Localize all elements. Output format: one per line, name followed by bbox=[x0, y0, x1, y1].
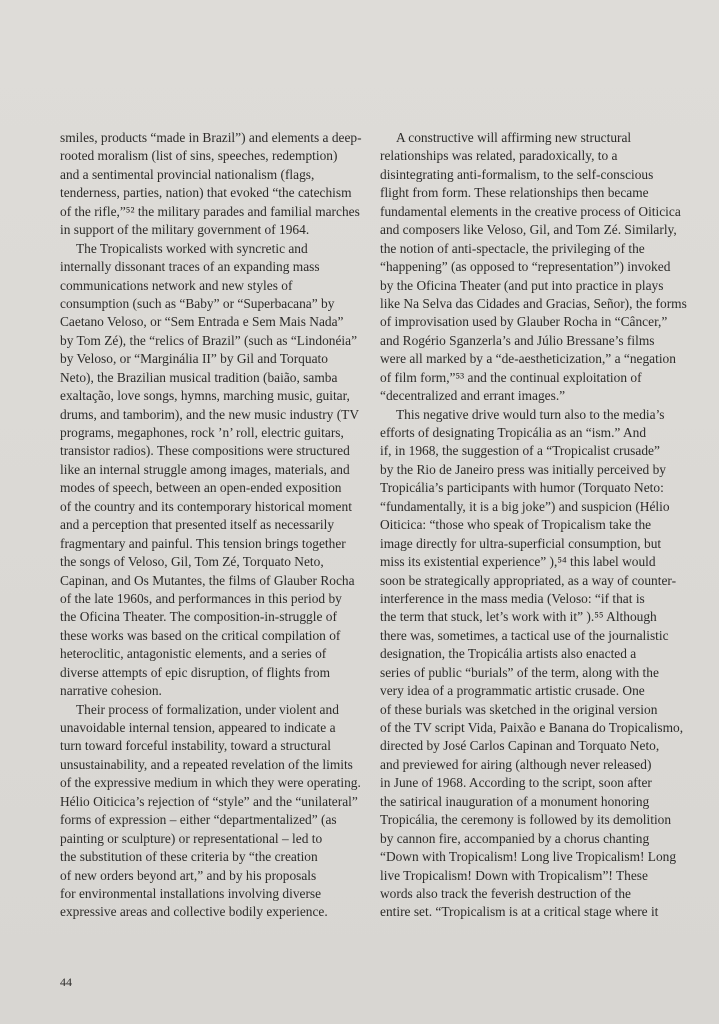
text-line: like an internal struggle among images, materials, and bbox=[60, 461, 350, 477]
text-line: and Rogério Sganzerla’s and Júlio Bressane’s films bbox=[380, 332, 655, 348]
text-line: and composers like Veloso, Gil, and Tom Zé. Similarly, bbox=[380, 222, 677, 238]
text-line: relationships was related, paradoxically, to a bbox=[380, 148, 618, 164]
text-line: Caetano Veloso, or “Sem Entrada e Sem Mais Nada” bbox=[60, 314, 344, 330]
text-line: drums, and tamborim), and the new music industry (TV bbox=[60, 406, 360, 422]
text-line: and previewed for airing (although never released) bbox=[380, 756, 652, 772]
text-line: there was, sometimes, a tactical use of the journalistic bbox=[380, 627, 669, 643]
text-line: This negative drive would turn also to the media’s bbox=[396, 406, 665, 422]
text-line: efforts of designating Tropicália as an “ism.” And bbox=[380, 425, 647, 440]
text-line: very idea of a programmatic artistic crusade. One bbox=[380, 683, 645, 699]
text-line: turn toward forceful instability, toward a structural bbox=[60, 738, 331, 754]
text-line: programs, megaphones, rock ’n’ roll, electric guitars, bbox=[60, 425, 344, 440]
text-line: A constructive will affirming new structural bbox=[396, 130, 632, 145]
text-line: communications network and new styles of bbox=[60, 277, 293, 293]
text-line: of new orders beyond art,” and by his proposals bbox=[60, 867, 317, 883]
text-line: rooted moralism (list of sins, speeches, redemption) bbox=[60, 148, 338, 164]
text-line: heteroclitic, antagonistic elements, and a series of bbox=[60, 646, 327, 662]
text-line: the substitution of these criteria by “the creation bbox=[60, 849, 318, 865]
text-line: the songs of Veloso, Gil, Tom Zé, Torquato Neto, bbox=[60, 554, 324, 570]
text-line: image directly for ultra-superficial consumption, but bbox=[380, 535, 662, 551]
text-line: disintegrating anti-formalism, to the self-conscious bbox=[380, 166, 654, 182]
text-line: by the Oficina Theater (and put into practice in plays bbox=[380, 277, 664, 293]
text-line: by cannon fire, accompanied by a chorus chanting bbox=[380, 830, 650, 846]
text-line: Oiticica: “those who speak of Tropicalism take the bbox=[380, 517, 652, 533]
text-line: modes of speech, between an open-ended exposition bbox=[60, 480, 342, 496]
text-line: designation, the Tropicália artists also enacted a bbox=[380, 646, 637, 662]
text-line: in June of 1968. According to the script, soon after bbox=[380, 775, 652, 791]
text-line: flight from form. These relationships then became bbox=[380, 185, 649, 201]
text-line: painting or sculpture) or representational – led to bbox=[60, 830, 323, 846]
text-line: live Tropicalism! Down with Tropicalism”! These bbox=[380, 867, 648, 883]
text-line: fragmentary and painful. This tension brings together bbox=[60, 535, 346, 551]
text-line: Their process of formalization, under violent and bbox=[76, 701, 339, 717]
text-line: of the rifle,”⁵² the military parades and familial marches bbox=[60, 203, 360, 219]
text-line: of film form,”⁵³ and the continual exploitation of bbox=[380, 369, 642, 385]
text-line: for environmental installations involving diverse bbox=[60, 885, 322, 901]
text-line: and a perception that presented itself as necessarily bbox=[60, 517, 335, 533]
text-line: Hélio Oiticica’s rejection of “style” and the “unilateral” bbox=[60, 793, 358, 809]
text-line: of the TV script Vida, Paixão e Banana do Tropicalismo, bbox=[380, 720, 684, 735]
text-line: soon be strategically appropriated, as a way of counter- bbox=[380, 572, 677, 588]
text-line: transistor radios). These compositions were structured bbox=[60, 443, 350, 459]
text-line: fundamental elements in the creative process of Oiticica bbox=[380, 203, 681, 219]
text-line: of the expressive medium in which they were operating. bbox=[60, 775, 361, 791]
text-line: of these burials was sketched in the original version bbox=[380, 701, 658, 717]
text-line: “fundamentally, it is a big joke”) and suspicion (Hélio bbox=[380, 498, 670, 514]
text-line: of improvisation used by Glauber Rocha in “Câncer,” bbox=[380, 314, 668, 330]
text-line: the Oficina Theater. The composition-in-struggle of bbox=[60, 609, 337, 625]
text-line: expressive areas and collective bodily experience. bbox=[60, 904, 328, 920]
text-line: of the country and its contemporary historical moment bbox=[60, 498, 352, 514]
right-text-column bbox=[380, 129, 692, 922]
text-line: forms of expression – either “departmentalized” (as bbox=[60, 812, 337, 828]
text-line: Tropicália’s participants with humor (Torquato Neto: bbox=[380, 480, 664, 496]
text-line: by Veloso, or “Marginália II” by Gil and Torquato bbox=[60, 351, 328, 367]
text-line: words also track the feverish destruction of the bbox=[380, 885, 631, 901]
text-line: the notion of anti-spectacle, the privileging of the bbox=[380, 240, 645, 256]
text-line: tenderness, parties, nation) that evoked “the catechism bbox=[60, 185, 352, 201]
text-line: “Down with Tropicalism! Long live Tropicalism! Long bbox=[380, 849, 677, 865]
text-line: directed by José Carlos Capinan and Torquato Neto, bbox=[380, 738, 660, 754]
text-line: miss its existential experience” ),⁵⁴ this label would bbox=[380, 554, 656, 570]
text-line: Neto), the Brazilian musical tradition (baião, samba bbox=[60, 369, 338, 385]
text-line: the satirical inauguration of a monument honoring bbox=[380, 793, 650, 809]
text-line: exaltação, love songs, hymns, marching music, guitar, bbox=[60, 388, 350, 404]
text-line: in support of the military government of 1964. bbox=[60, 222, 310, 238]
text-line: unavoidable internal tension, appeared to indicate a bbox=[60, 720, 336, 735]
text-line: diverse attempts of epic disruption, of flights from bbox=[60, 664, 330, 680]
text-line: The Tropicalists worked with syncretic and bbox=[76, 240, 308, 256]
text-line: were all marked by a “de-aestheticization,” a “negation bbox=[380, 351, 676, 367]
text-line: internally dissonant traces of an expanding mass bbox=[60, 259, 320, 275]
text-line: interference in the mass media (Veloso: “if that is bbox=[380, 590, 645, 606]
text-line: like Na Selva das Cidades and Gracias, Señor), the forms bbox=[380, 295, 687, 311]
text-line: and a sentimental provincial nationalism (flags, bbox=[60, 166, 315, 182]
text-line: by the Rio de Janeiro press was initially perceived by bbox=[380, 461, 666, 477]
text-line: Tropicália, the ceremony is followed by its demolition bbox=[380, 812, 672, 828]
text-line: series of public “burials” of the term, along with the bbox=[380, 664, 659, 680]
text-line: of the late 1960s, and performances in this period by bbox=[60, 590, 342, 606]
page-number: 44 bbox=[60, 975, 72, 989]
text-line: by Tom Zé), the “relics of Brazil” (such as “Lindonéia” bbox=[60, 332, 358, 348]
text-line: the term that stuck, let’s work with it” ).⁵⁵ Although bbox=[380, 609, 657, 625]
text-line: entire set. “Tropicalism is at a critical stage where it bbox=[380, 904, 659, 920]
left-text-column bbox=[60, 129, 372, 922]
text-line: consumption (such as “Baby” or “Superbacana” by bbox=[60, 295, 335, 311]
text-line: unsustainability, and a repeated revelation of the limits bbox=[60, 756, 353, 772]
text-line: Capinan, and Os Mutantes, the films of Glauber Rocha bbox=[60, 572, 355, 588]
text-line: narrative cohesion. bbox=[60, 683, 162, 699]
text-line: “happening” (as opposed to “representation”) invoked bbox=[380, 259, 671, 275]
text-line: if, in 1968, the suggestion of a “Tropicalist crusade” bbox=[380, 443, 660, 459]
text-line: smiles, products “made in Brazil”) and elements a deep- bbox=[60, 130, 362, 145]
text-line: these works was based on the critical compilation of bbox=[60, 627, 341, 643]
text-line: “decentralized and errant images.” bbox=[380, 388, 566, 404]
